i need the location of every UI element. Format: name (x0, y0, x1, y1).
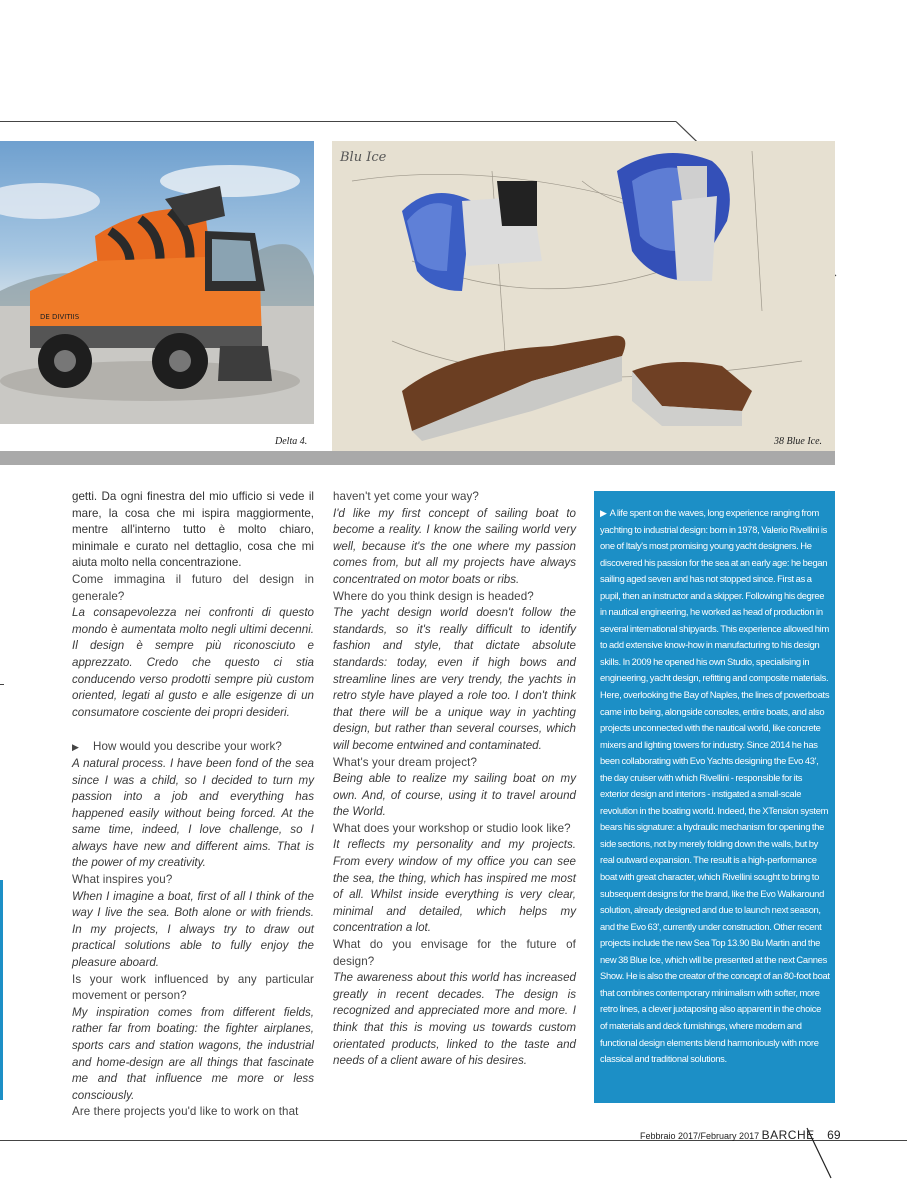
play-triangle-icon: ▶ (72, 742, 80, 753)
page-number: 69 (827, 1128, 841, 1142)
question-5: Where do you think design is headed? (333, 589, 534, 603)
question-1-text: How would you describe your work? (93, 740, 282, 754)
answer-5: The yacht design world doesn't follow the standards, so it's really difficult to identify fashion and style, that dictate absolute standards: today, even if high bows and streamline lines are very trendy, the yachts in retro style have played a role too. I don't think that there will be a unique way in yachting design, but rather than several courses, which will become entwined and contaminated. (333, 606, 576, 752)
answer-7: It reflects my personality and my projects. From every window of my office you can see the sea, the thing, which has inspired me most of all. Whilst inside everything is very clear, minimal and detailed, which helps my concentration a lot. (333, 838, 576, 935)
answer-4: I'd like my first concept of sailing boat to become a reality. I know the sailing world very well, because it's the one where my passion comes from, but all my projects have always concentrated on motor boats or ribs. (333, 506, 576, 586)
answer-1: A natural process. I have been fond of the sea since I was a child, so I decided to turn my passion into a job and everything has happened easily without being forced. At the same time, indeed, I love challenge, so I always have new and different aims. That is the power of my creativity. (72, 756, 314, 870)
bio-box (594, 491, 835, 1103)
question-1 (72, 739, 314, 756)
question-3: Is your work influenced by any particular movement or person? (72, 972, 314, 1003)
italian-question: Come immagina il futuro del design in generale? (72, 572, 314, 603)
article-column-1 (72, 489, 314, 1121)
design-sketch (332, 141, 835, 451)
question-7: What does your workshop or studio look like? (333, 821, 571, 835)
truck-lettering: DE DIVITIIS (40, 313, 80, 321)
question-6: What's your dream project? (333, 755, 477, 769)
concrete-mixer-illustration (0, 141, 314, 424)
margin-mark (0, 684, 4, 685)
question-4-start: Are there projects you'd like to work on that (72, 1105, 299, 1119)
italian-paragraph-1: getti. Da ogni finestra del mio ufficio si vede il mare, la cosa che mi ispira maggiormente, mentre all'interno tutto è molto chiaro, minimale e curato nel dettaglio, cosa che mi aiuta molto nella concentrazione. (72, 490, 314, 570)
bio-triangle-icon: ▶ (600, 508, 607, 518)
issue-date: Febbraio 2017/February 2017 (640, 1131, 760, 1141)
italian-paragraph-2: La consapevolezza nei confronti di questo mondo è aumentata molto negli ultimi decenni. Il design è sempre più riconosciuto e apprezzato. Credo che questo ci stia conducendo verso prodotti sempre più custom oriented, legati al gusto e alle esigenze di un consumatore cosciente dei propri desideri. (72, 606, 314, 719)
question-8: What do you envisage for the future of design? (333, 938, 576, 968)
answer-6: Being able to realize my sailing boat on my own. And, of course, using it to travel around the World. (333, 772, 576, 819)
left-photo-caption: Delta 4. (275, 436, 308, 447)
truck-photo (0, 141, 314, 424)
top-frame-line (0, 121, 676, 122)
boat-seat-sketch (332, 141, 835, 451)
answer-2: When I imagine a boat, first of all I think of the way I live the sea. Both alone or with friends. In my projects, I always try to draw out practical solutions able to fully enjoy the pleasure aboard. (72, 889, 314, 970)
bio-text-block (600, 505, 830, 1068)
separator-band (0, 451, 835, 465)
margin-blue-bar (0, 880, 3, 1100)
question-4-end: haven't yet come your way? (333, 490, 479, 503)
article-column-2 (333, 489, 576, 1070)
question-2: What inspires you? (72, 873, 173, 887)
answer-3: My inspiration comes from different fields, rather far from boating: the fighter airplanes, sports cars and station wagons, the industrial and home-design are all things that fascinate me and that influence me more or less consciously. (72, 1005, 314, 1102)
right-photo-caption: 38 Blue Ice. (774, 436, 823, 447)
magazine-name: BARCHE (761, 1128, 815, 1142)
bio-text: A life spent on the waves, long experience ranging from yachting to industrial design: born in 1978, Valerio Rivellini is one of Italy's most promising young yacht designers. He discovered his passion for the sea at an early age: he began sailing aged seven and has not stopped since. First as a pupil, then an instructor and a skipper. Following his degree in nautical engineering, he worked as head of production in several international shipyards. This experience allowed him to add extensive know-how in manufacturing to his design skills. In 2009 he opened his own Studio, specialising in engineering, yacht design, refitting and composite materials. Here, overlooking the Bay of Naples, the lines of powerboats came into being, alongside consoles, entire boats, and also projects unconnected with the nautical world, like concrete mixers and lighting towers for industry. Since 2014 he has been collaborating with Evo Yachts designing the Evo 43', the day cruiser with which Rivellini - responsible for its exterior design and interiors - instigated a small-scale revolution in the boating world. Indeed, the XTension system bears his signature: a hydraulic mechanism for opening the side sections, not by merely folding down the walls, but by real outward expansion. The result is a high-performance boat with great character, which Rivellini sought to bring to subsequent designs for the brand, like the Evo Walkaround solution, already designed and due to launch next season, and the Evo 63', currently under construction. Other recent projects include the new Sea Top 13.90 Blu Martin and the new 38 Blue Ice, which will be presented at the next Cannes Show. He is also the creator of the concept of an 80-foot boat that combines contemporary minimalism with softer, more retro lines, a clever juxtaposing also apparent in the choice of materials and deck furnishings, where modern and functional design elements blend harmoniously with more classical and traditional solutions. (600, 507, 830, 1065)
page-footer (640, 1128, 841, 1142)
answer-8: The awareness about this world has increased greatly in recent decades. The design is recognized and appreciated more and more. I think that this is moving us towards custom orientated products, linked to the taste and needs of a client aware of his desires. (333, 971, 576, 1068)
sketch-signature: Blu Ice (340, 150, 387, 165)
